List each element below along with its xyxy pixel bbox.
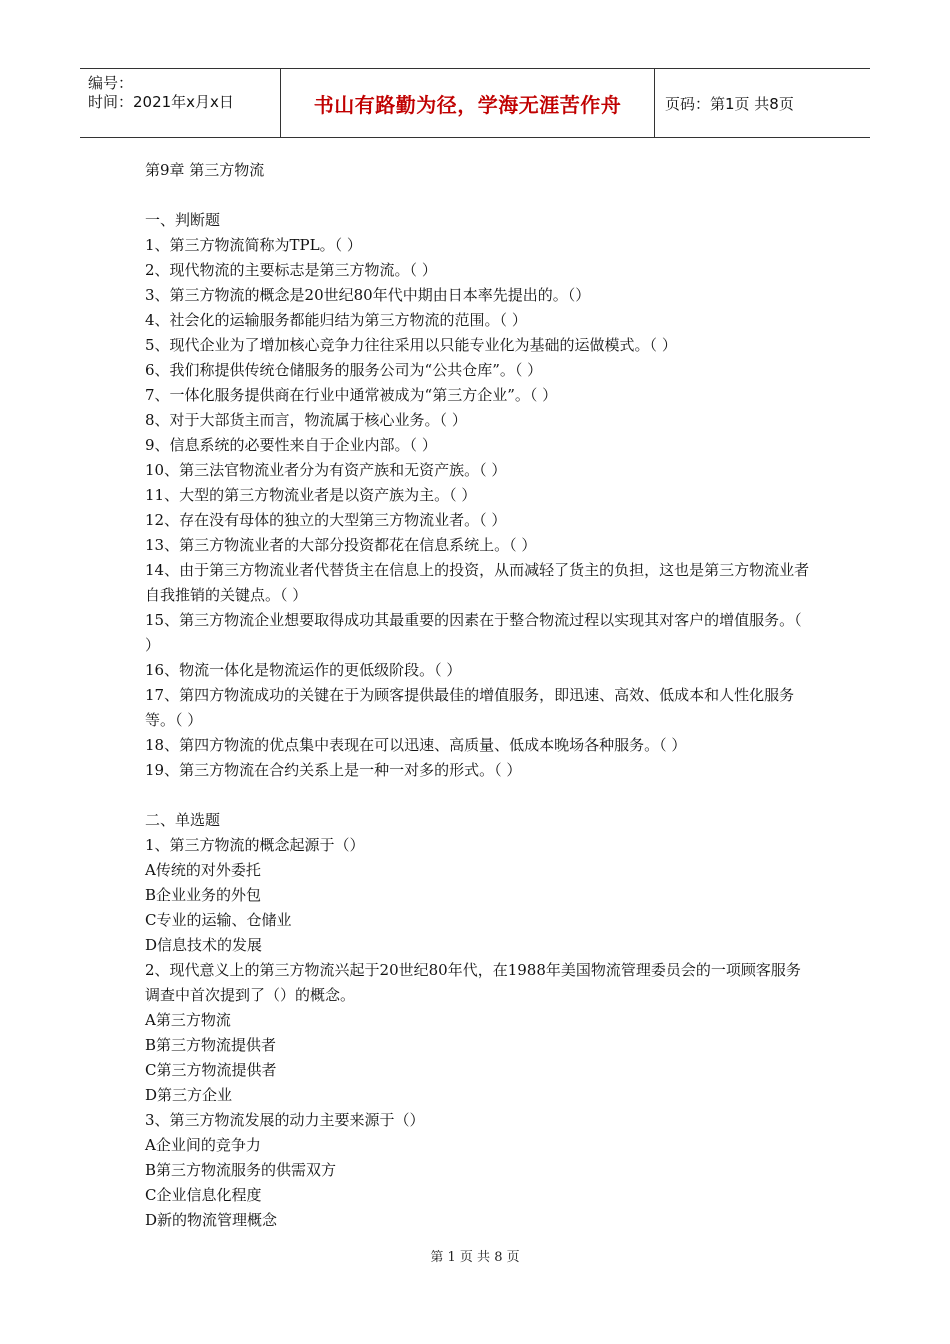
question-option: C企业信息化程度	[145, 1186, 262, 1204]
spacer	[145, 783, 810, 808]
judgement-item: 12、存在没有母体的独立的大型第三方物流业者。（ ）	[145, 511, 507, 529]
header-left-cell	[80, 69, 281, 137]
chapter-title: 第9章 第三方物流	[145, 161, 265, 179]
judgement-item: 6、我们称提供传统仓储服务的服务公司为“公共仓库”。（ ）	[145, 361, 543, 379]
document-body	[145, 158, 810, 1233]
judgement-item: 15、第三方物流企业想要取得成功其最重要的因素在于整合物流过程以实现其对客户的增值服务。（ ）	[145, 611, 802, 654]
judgement-item: 4、社会化的运输服务都能归结为第三方物流的范围。（ ）	[145, 311, 527, 329]
spacer	[145, 183, 810, 208]
judgement-item: 16、物流一体化是物流运作的更低级阶段。（ ）	[145, 661, 462, 679]
judgement-item: 8、对于大部货主而言，物流属于核心业务。（ ）	[145, 411, 467, 429]
judgement-item: 1、第三方物流简称为TPL。（ ）	[145, 236, 362, 254]
question-option: C第三方物流提供者	[145, 1061, 277, 1079]
question-stem: 3、第三方物流发展的动力主要来源于（）	[145, 1111, 425, 1129]
question-option: D第三方企业	[145, 1086, 233, 1104]
judgement-item: 2、现代物流的主要标志是第三方物流。（ ）	[145, 261, 437, 279]
question-option: A第三方物流	[145, 1011, 231, 1029]
judgement-item: 18、第四方物流的优点集中表现在可以迅速、高质量、低成本晚场各种服务。（ ）	[145, 736, 687, 754]
question-option: B第三方物流服务的供需双方	[145, 1161, 337, 1179]
question-option: D信息技术的发展	[145, 936, 263, 954]
judgement-item: 14、由于第三方物流业者代替货主在信息上的投资，从而减轻了货主的负担，这也是第三方物流业者自我推销的关键点。（ ）	[145, 561, 810, 604]
judgement-item: 13、第三方物流业者的大部分投资都花在信息系统上。（ ）	[145, 536, 537, 554]
page-code: 页码：第1页 共8页	[665, 94, 794, 113]
document-header	[80, 68, 870, 138]
motto: 书山有路勤为径，学海无涯苦作舟	[313, 92, 622, 117]
header-right-cell	[655, 69, 870, 137]
question-option: B第三方物流提供者	[145, 1036, 277, 1054]
page-footer: 第 1 页 共 8 页	[430, 1250, 520, 1265]
question-option: B企业业务的外包	[145, 886, 262, 904]
number-label: 编号：	[88, 74, 134, 92]
header-motto-cell	[281, 69, 655, 137]
question-option: A传统的对外委托	[145, 861, 261, 879]
judgement-item: 10、第三法官物流业者分为有资产族和无资产族。（ ）	[145, 461, 507, 479]
question-option: D新的物流管理概念	[145, 1211, 278, 1229]
judgement-item: 9、信息系统的必要性来自于企业内部。（ ）	[145, 436, 437, 454]
time-label: 时间：2021年x月x日	[88, 93, 234, 111]
section-title-judgement: 一、判断题	[145, 211, 221, 229]
judgement-item: 19、第三方物流在合约关系上是一种一对多的形式。（ ）	[145, 761, 522, 779]
question-option: A企业间的竞争力	[145, 1136, 261, 1154]
question-stem: 2、现代意义上的第三方物流兴起于20世纪80年代，在1988年美国物流管理委员会的一项顾客服务调查中首次提到了（）的概念。	[145, 961, 801, 1004]
judgement-item: 17、第四方物流成功的关键在于为顾客提供最佳的增值服务，即迅速、高效、低成本和人性化服务等。（ ）	[145, 686, 795, 729]
judgement-item: 11、大型的第三方物流业者是以资产族为主。（ ）	[145, 486, 477, 504]
question-stem: 1、第三方物流的概念起源于（）	[145, 836, 365, 854]
judgement-item: 5、现代企业为了增加核心竞争力往往采用以只能专业化为基础的运做模式。（ ）	[145, 336, 677, 354]
question-option: C专业的运输、仓储业	[145, 911, 292, 929]
judgement-item: 3、第三方物流的概念是20世纪80年代中期由日本率先提出的。（）	[145, 286, 591, 304]
section-title-single-choice: 二、单选题	[145, 811, 221, 829]
judgement-item: 7、一体化服务提供商在行业中通常被成为“第三方企业”。（ ）	[145, 386, 558, 404]
